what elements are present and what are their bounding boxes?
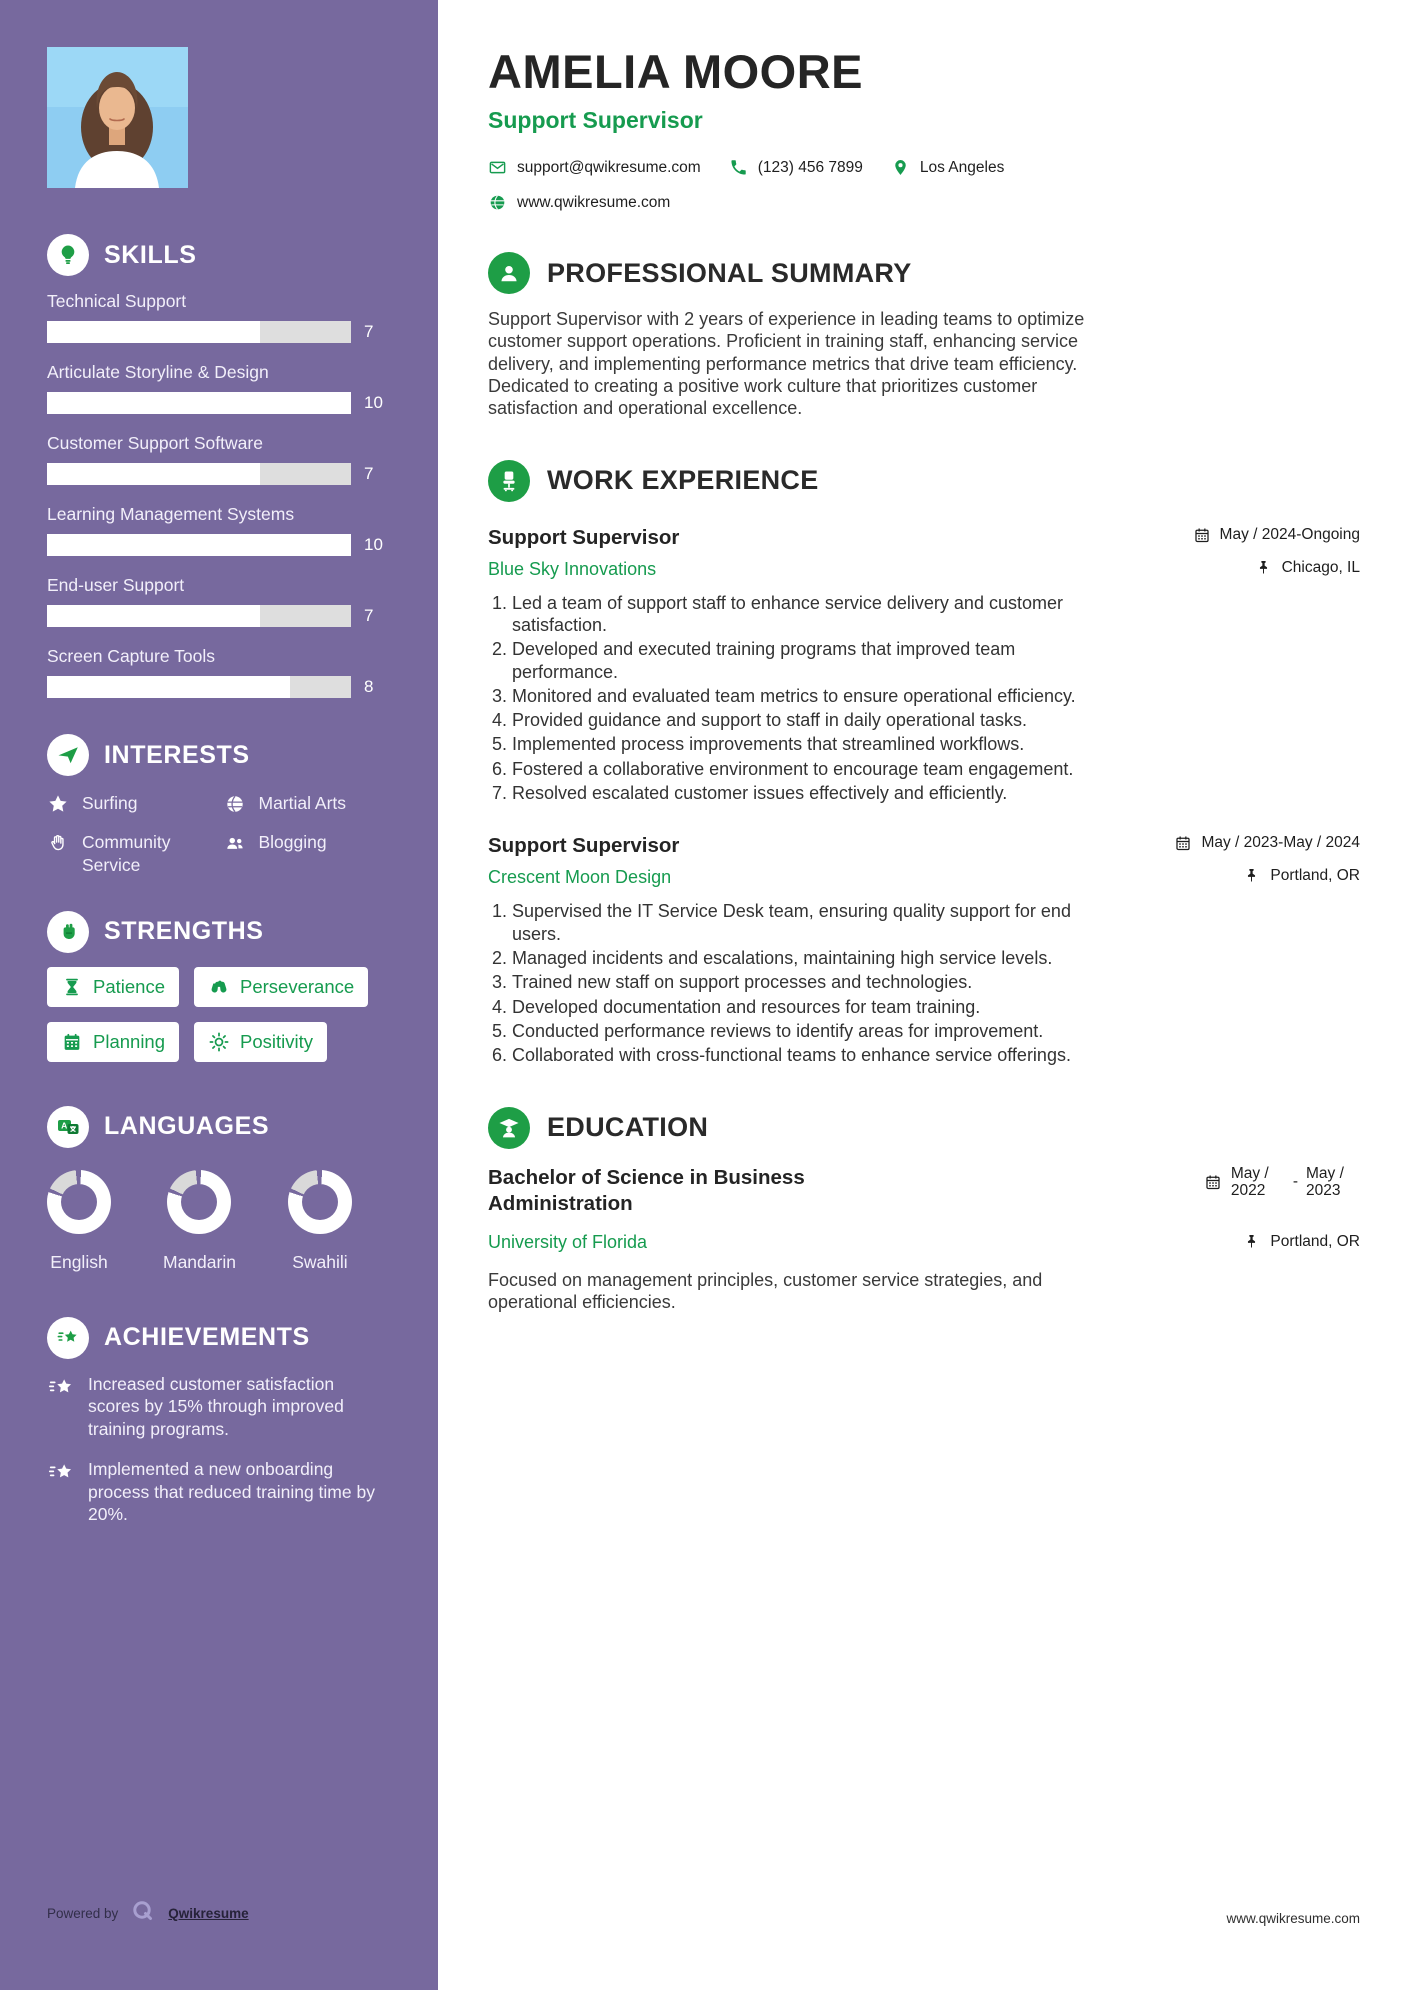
summary-title: PROFESSIONAL SUMMARY	[547, 257, 912, 288]
office-chair-icon	[488, 460, 530, 502]
language-item	[163, 1170, 236, 1273]
pushpin-icon	[1243, 1233, 1261, 1251]
job-bullet: 6. Collaborated with cross-functional teams to enhance service offerings.	[512, 1044, 1112, 1066]
education-section	[488, 1107, 1360, 1314]
summary-section-head	[488, 252, 1360, 294]
skill-label: Articulate Storyline & Design	[47, 362, 269, 382]
qwikresume-link[interactable]: Qwikresume	[168, 1906, 249, 1921]
skill-item	[47, 433, 392, 485]
skill-item	[47, 504, 392, 556]
strengths-title-label: STRENGTHS	[104, 917, 264, 945]
hand-icon	[47, 832, 69, 854]
achievements-title-label: ACHIEVEMENTS	[104, 1323, 310, 1351]
sidebar	[0, 0, 438, 1990]
skills-section-title	[47, 234, 392, 276]
strength-badge	[47, 967, 179, 1007]
strength-badge	[47, 1022, 179, 1062]
skill-bar	[47, 676, 351, 698]
job-bullet: 4. Provided guidance and support to staff in daily operational tasks.	[512, 709, 1112, 731]
achievement-item	[47, 1373, 377, 1441]
lightbulb-icon	[47, 234, 89, 276]
calendar-icon	[1193, 526, 1211, 544]
phone-contact	[729, 158, 863, 177]
language-donut-chart	[288, 1170, 352, 1234]
job-bullet: 6. Fostered a collaborative environment to encourage team engagement.	[512, 758, 1112, 780]
skill-value: 7	[364, 322, 374, 341]
job-entry	[488, 834, 1360, 1066]
period-separator: -	[1292, 1173, 1298, 1191]
language-item	[288, 1170, 352, 1273]
fist-icon	[47, 911, 89, 953]
education-period-end: May / 2023	[1306, 1164, 1344, 1200]
education-period-start: May / 2022	[1230, 1164, 1269, 1200]
job-location	[1255, 559, 1360, 577]
interests-title-label: INTERESTS	[104, 740, 250, 769]
users-icon	[224, 832, 246, 854]
experience-title: WORK EXPERIENCE	[547, 465, 819, 496]
shooting-star-icon	[47, 1374, 75, 1402]
person-job-title: Support Supervisor	[488, 107, 703, 133]
languages-section-title	[47, 1106, 392, 1148]
job-bullet-list	[488, 592, 1112, 805]
email-text: support@qwikresume.com	[517, 158, 701, 176]
main-content	[438, 0, 1407, 1990]
user-icon	[488, 252, 530, 294]
sun-icon	[208, 1031, 230, 1053]
pushpin-icon	[1255, 559, 1273, 577]
phone-icon	[729, 158, 748, 177]
strength-label: Patience	[93, 975, 165, 997]
interest-item	[224, 831, 393, 877]
job-bullet: 7. Resolved escalated customer issues effectively and efficiently.	[512, 782, 1112, 804]
calendar-icon	[1204, 1173, 1222, 1191]
strength-badge	[194, 967, 368, 1007]
job-bullet: 2. Managed incidents and escalations, maintaining high service levels.	[512, 947, 1112, 969]
strength-label: Planning	[93, 1030, 166, 1052]
language-donut-chart	[47, 1170, 111, 1234]
education-section-head	[488, 1107, 1360, 1149]
job-bullet-list	[488, 900, 1112, 1066]
skill-value: 8	[364, 677, 374, 696]
job-role: Support Supervisor	[488, 834, 680, 858]
interest-label: Blogging	[258, 832, 327, 852]
skill-label: Technical Support	[47, 291, 187, 311]
education-location-text: Portland, OR	[1270, 1233, 1360, 1251]
language-donut-chart	[167, 1170, 231, 1234]
education-period	[1204, 1165, 1360, 1201]
skill-value: 7	[364, 464, 374, 483]
skill-bar	[47, 321, 351, 343]
skill-item	[47, 362, 392, 414]
skills-list	[47, 291, 392, 698]
achievements-section-title	[47, 1317, 392, 1359]
phone-text: (123) 456 7899	[757, 158, 863, 176]
skill-bar	[47, 392, 351, 414]
skill-bar	[47, 605, 351, 627]
globe-icon	[488, 193, 507, 212]
language-label: Swahili	[292, 1251, 348, 1272]
skill-label: Screen Capture Tools	[47, 646, 215, 666]
calendar-icon	[1174, 834, 1192, 852]
job-period	[1193, 526, 1360, 544]
shooting-star-icon	[47, 1459, 75, 1487]
job-period	[1174, 834, 1360, 852]
pushpin-icon	[1243, 867, 1261, 885]
skill-label: Learning Management Systems	[47, 504, 295, 524]
paper-plane-icon	[47, 734, 89, 776]
location-contact	[891, 158, 1004, 177]
job-period-text: May / 2023-May / 2024	[1201, 834, 1360, 852]
strength-label: Perseverance	[240, 975, 355, 997]
achievement-text: Implemented a new onboarding process that reduced training time by 20%.	[88, 1458, 375, 1525]
language-label: English	[50, 1251, 108, 1272]
skill-label: Customer Support Software	[47, 433, 263, 453]
education-location	[1243, 1233, 1360, 1251]
skill-value: 10	[364, 393, 383, 412]
job-bullet: 5. Conducted performance reviews to identify areas for improvement.	[512, 1020, 1112, 1042]
interests-list	[47, 792, 392, 877]
profile-photo	[47, 47, 188, 188]
calendar-icon	[61, 1031, 83, 1053]
location-pin-icon	[891, 158, 910, 177]
interests-section-title	[47, 734, 392, 776]
summary-text: Support Supervisor with 2 years of experience in leading teams to optimize customer support operations. Proficient in training staff, enhancing service delivery, and implementing performance metrics that drive team efficiency. Dedicated to creating a positive work culture that prioritizes customer satisfaction and operational excellence.	[488, 309, 1085, 419]
footer-website: www.qwikresume.com	[1226, 1911, 1360, 1926]
shooting-star-icon	[47, 1317, 89, 1359]
powered-by-footer	[47, 1899, 249, 1928]
experience-section	[488, 460, 1360, 1067]
contact-row-2	[488, 193, 1360, 212]
interest-label: Surfing	[82, 793, 138, 813]
interest-item	[224, 792, 393, 815]
experience-section-head	[488, 460, 1360, 502]
skill-label: End-user Support	[47, 575, 185, 595]
interest-item	[47, 831, 216, 877]
star-icon	[47, 793, 69, 815]
skill-item	[47, 291, 392, 343]
strengths-section-title	[47, 911, 392, 953]
job-bullet: 2. Developed and executed training programs that improved team performance.	[512, 638, 1112, 683]
achievements-list	[47, 1373, 392, 1527]
website-contact	[488, 193, 670, 212]
achievement-item	[47, 1458, 377, 1526]
languages-title-label: LANGUAGES	[104, 1112, 270, 1140]
achievement-text: Increased customer satisfaction scores by 15% through improved training programs.	[88, 1373, 344, 1439]
job-location	[1243, 867, 1360, 885]
skill-value: 7	[364, 606, 374, 625]
interest-item	[47, 792, 216, 815]
graduation-cap-icon	[488, 1107, 530, 1149]
job-bullet: 1. Led a team of support staff to enhance service delivery and customer satisfaction.	[512, 592, 1112, 637]
job-bullet: 4. Developed documentation and resources for team training.	[512, 996, 1112, 1018]
job-entry	[488, 526, 1360, 805]
job-bullet: 3. Monitored and evaluated team metrics to ensure operational efficiency.	[512, 685, 1112, 707]
education-description: Focused on management principles, customer service strategies, and operational efficiencies.	[488, 1269, 1043, 1313]
job-period-text: May / 2024-Ongoing	[1219, 525, 1360, 543]
job-bullet: 3. Trained new staff on support processes and technologies.	[512, 971, 1112, 993]
job-location-text: Portland, OR	[1270, 867, 1360, 885]
interest-label: Community Service	[82, 832, 171, 875]
language-label: Mandarin	[163, 1251, 236, 1272]
qwikresume-logo	[130, 1899, 156, 1928]
skill-value: 10	[364, 535, 383, 554]
skill-item	[47, 575, 392, 627]
globe-icon	[224, 793, 246, 815]
job-bullet: 1. Supervised the IT Service Desk team, ensuring quality support for end users.	[512, 900, 1112, 945]
summary-section	[488, 252, 1360, 420]
email-contact	[488, 158, 701, 177]
education-title: EDUCATION	[547, 1112, 709, 1143]
job-location-text: Chicago, IL	[1281, 558, 1360, 576]
powered-by-label: Powered by	[47, 1906, 119, 1921]
languages-list	[47, 1170, 392, 1273]
binoculars-icon	[208, 976, 230, 998]
job-company: Crescent Moon Design	[488, 867, 672, 888]
skill-item	[47, 646, 392, 698]
mail-icon	[488, 158, 507, 177]
skill-bar	[47, 463, 351, 485]
strength-label: Positivity	[240, 1030, 314, 1052]
strength-badge	[194, 1022, 327, 1062]
skills-title-label: SKILLS	[104, 240, 197, 269]
skill-bar	[47, 534, 351, 556]
interest-label: Martial Arts	[258, 793, 347, 813]
translate-icon	[47, 1106, 89, 1148]
language-item	[47, 1170, 111, 1273]
job-bullet: 5. Implemented process improvements that streamlined workflows.	[512, 733, 1112, 755]
degree-name: Bachelor of Science in Business Administration	[488, 1165, 805, 1216]
strengths-badges	[47, 967, 377, 1062]
contact-row-1	[488, 158, 1360, 177]
job-company: Blue Sky Innovations	[488, 558, 657, 579]
school-name: University of Florida	[488, 1231, 648, 1252]
location-text: Los Angeles	[919, 158, 1005, 176]
hourglass-icon	[61, 976, 83, 998]
website-text: www.qwikresume.com	[517, 193, 671, 211]
svg-text:A: A	[61, 1120, 68, 1131]
job-role: Support Supervisor	[488, 525, 680, 549]
person-name: AMELIA MOORE	[488, 45, 864, 98]
